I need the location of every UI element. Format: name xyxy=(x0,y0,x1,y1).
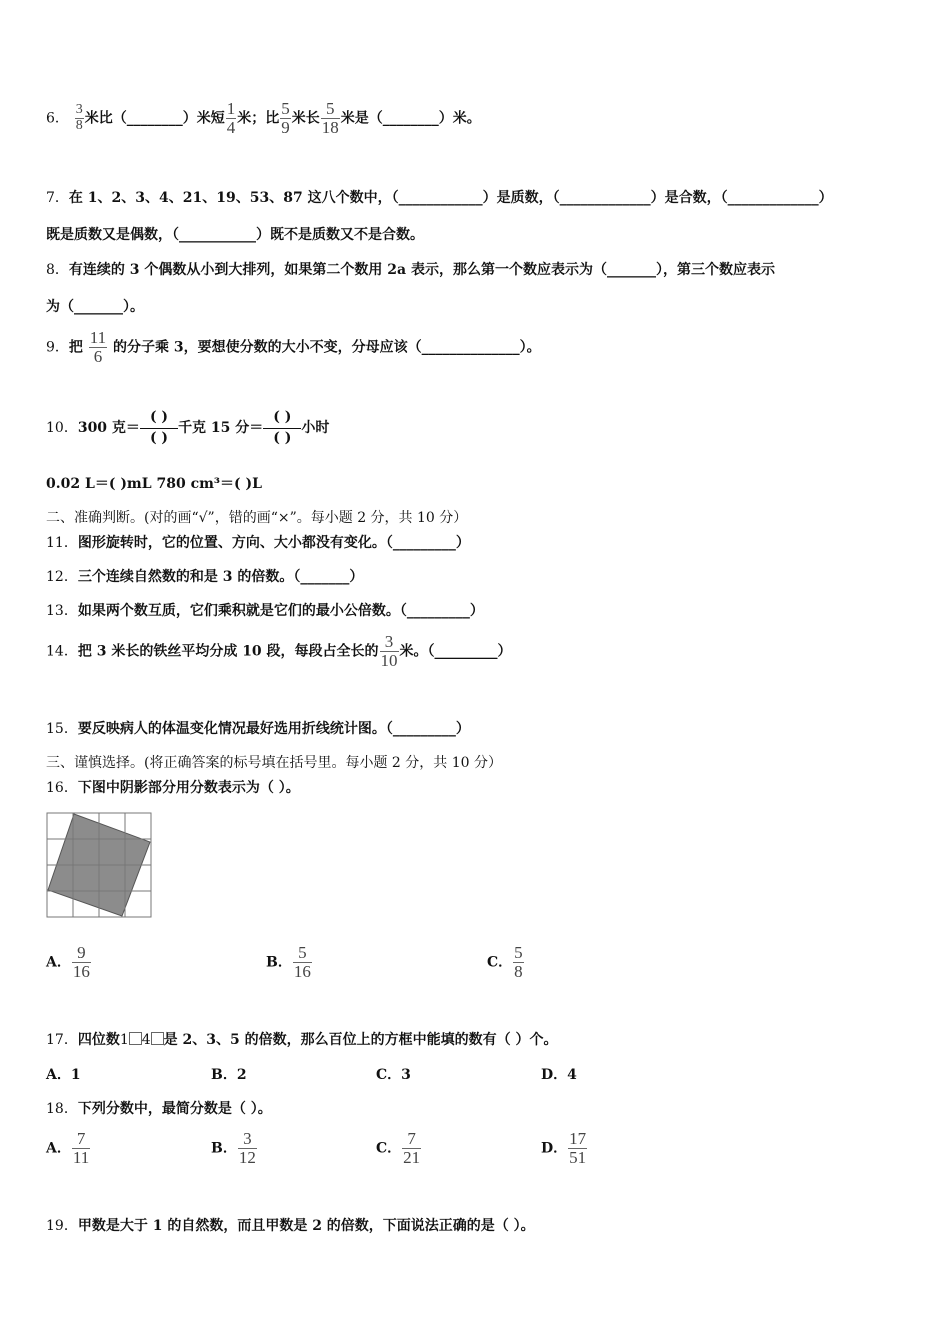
option-value: 4 xyxy=(567,1067,577,1083)
question-7-cont xyxy=(46,224,424,244)
question-19 xyxy=(46,1215,535,1235)
option-a[interactable] xyxy=(46,1130,91,1167)
question-text: 米；比 xyxy=(237,110,280,127)
blank-fraction: ( ) ( ) xyxy=(140,408,178,448)
question-text: 四位数 xyxy=(77,1032,120,1048)
question-text: 小时 xyxy=(301,420,330,437)
option-label: C． xyxy=(376,1067,402,1083)
option-b[interactable] xyxy=(211,1130,258,1167)
option-a[interactable] xyxy=(46,944,92,981)
fraction: $\frac{5}{18}$ xyxy=(321,99,339,137)
option-value: 2 xyxy=(236,1067,247,1083)
question-number: 17． xyxy=(46,1032,78,1048)
question-text: 把 xyxy=(68,339,83,356)
option-b[interactable] xyxy=(211,1064,247,1084)
question-text: 既是质数又是偶数，（___________）既不是质数又不是合数。 xyxy=(46,227,424,243)
question-text: 300 克＝ xyxy=(77,420,140,437)
question-text: 要反映病人的体温变化情况最好选用折线统计图。（_________） xyxy=(77,721,470,737)
question-text: 有连续的 3 个偶数从小到大排列，如果第二个数用 2a 表示，那么第一个数应表示为（_______），第三个数应表示 xyxy=(68,262,775,278)
option-d[interactable] xyxy=(541,1130,588,1167)
digit: 1 xyxy=(119,1032,129,1048)
option-a[interactable] xyxy=(46,1064,81,1084)
shaded-square-grid-figure xyxy=(46,812,152,918)
question-number: 11． xyxy=(46,535,78,551)
question-number: 18． xyxy=(46,1101,78,1117)
option-label: B． xyxy=(211,1140,237,1157)
option-label: D． xyxy=(541,1140,568,1157)
option-label: B． xyxy=(211,1067,237,1083)
question-number: 16． xyxy=(46,780,78,796)
question-number: 7． xyxy=(46,190,69,206)
question-text: 如果两个数互质，它们乘积就是它们的最小公倍数。（_________） xyxy=(77,603,484,619)
option-value: 1 xyxy=(70,1067,81,1083)
question-number: 12． xyxy=(46,569,78,585)
question-number: 19． xyxy=(46,1218,78,1234)
option-c[interactable] xyxy=(376,1064,411,1084)
question-text: 为（_______）。 xyxy=(46,299,144,315)
question-number: 13． xyxy=(46,603,78,619)
fraction: $\frac{3}{10}$ xyxy=(380,632,398,670)
option-value: 3 xyxy=(401,1067,411,1083)
question-text: 甲数是大于 1 的自然数，而且甲数是 2 的倍数，下面说法正确的是（ ）。 xyxy=(77,1218,535,1234)
question-text: 下列分数中，最简分数是（ ）。 xyxy=(77,1101,272,1117)
option-label: D． xyxy=(541,1067,568,1083)
question-text: 把 3 米长的铁丝平均分成 10 段，每段占全长的 xyxy=(77,643,379,660)
blank-box xyxy=(129,1032,142,1045)
question-text: 千克 15 分＝ xyxy=(178,420,264,437)
blank-fraction: ( ) ( ) xyxy=(263,408,301,448)
question-10 xyxy=(46,408,329,448)
fraction: $\frac{7}{11}$ xyxy=(72,1129,90,1167)
option-c[interactable] xyxy=(376,1130,422,1167)
question-number: 14． xyxy=(46,643,78,660)
question-13 xyxy=(46,600,484,620)
question-text: 米是（________）米。 xyxy=(340,110,481,127)
fraction: $\frac{17}{51}$ xyxy=(569,1129,587,1167)
option-label: A． xyxy=(46,1140,71,1157)
fraction: $\frac{5}{9}$ xyxy=(281,99,290,137)
question-16 xyxy=(46,777,300,797)
grid-lines xyxy=(47,813,151,917)
question-7 xyxy=(46,187,833,207)
question-8-cont xyxy=(46,296,144,316)
question-text: 0.02 L＝( )mL 780 cm³＝( )L xyxy=(46,476,263,492)
question-text: 米长 xyxy=(291,110,320,127)
blank-box xyxy=(151,1032,164,1045)
question-text: 图形旋转时，它的位置、方向、大小都没有变化。（_________） xyxy=(77,535,470,551)
question-text: 的分子乘 3，要想使分数的大小不变，分母应该（______________）。 xyxy=(113,339,541,356)
section-3-title: 三、谨慎选择。(将正确答案的标号填在括号里。每小题 2 分，共 10 分） xyxy=(46,755,502,771)
question-15 xyxy=(46,718,470,738)
fraction: $\frac{9}{16}$ xyxy=(72,943,90,981)
fraction: $\frac{3}{12}$ xyxy=(238,1129,256,1167)
option-label: C． xyxy=(487,954,513,971)
question-number: 9． xyxy=(46,339,69,356)
fraction: $\frac{3}{8}$ xyxy=(75,102,83,133)
option-label: C． xyxy=(376,1140,402,1157)
question-text: 是 2、3、5 的倍数，那么百位上的方框中能填的数有（ ）个。 xyxy=(163,1032,558,1048)
question-10-cont xyxy=(46,473,262,493)
option-label: B． xyxy=(266,954,292,971)
question-number: 8． xyxy=(46,262,69,278)
question-number: 10． xyxy=(46,420,78,437)
section-2-title: 二、准确判断。(对的画“√”，错的画“×”。每小题 2 分，共 10 分） xyxy=(46,510,468,526)
question-14 xyxy=(46,633,512,670)
fraction: $\frac{5}{8}$ xyxy=(514,943,523,981)
question-8 xyxy=(46,259,775,279)
question-11 xyxy=(46,532,470,552)
option-d[interactable] xyxy=(541,1064,577,1084)
question-text: 下图中阴影部分用分数表示为（ ）。 xyxy=(77,780,300,796)
option-c[interactable] xyxy=(487,944,525,981)
fraction: $\frac{11}{6}$ xyxy=(89,328,107,366)
option-label: A． xyxy=(46,1067,71,1083)
question-text: 米比（________）米短 xyxy=(84,110,225,127)
question-text: 三个连续自然数的和是 3 的倍数。（_______） xyxy=(77,569,364,585)
question-17 xyxy=(46,1029,558,1049)
question-12 xyxy=(46,566,363,586)
question-number: 15． xyxy=(46,721,78,737)
question-text: 在 1、2、3、4、21、19、53、87 这八个数中，（____________）是质数，（_____________）是合数，（_____________） xyxy=(68,190,833,206)
fraction: $\frac{5}{16}$ xyxy=(293,943,311,981)
fraction: $\frac{7}{21}$ xyxy=(403,1129,421,1167)
question-text: 米。（_________） xyxy=(399,643,512,660)
fraction: $\frac{1}{4}$ xyxy=(226,99,236,137)
question-number: 6． xyxy=(46,110,69,127)
option-b[interactable] xyxy=(266,944,313,981)
question-18 xyxy=(46,1098,272,1118)
option-label: A． xyxy=(46,954,71,971)
digit: 4 xyxy=(141,1032,151,1048)
question-6 xyxy=(46,100,481,137)
question-9 xyxy=(46,329,541,366)
